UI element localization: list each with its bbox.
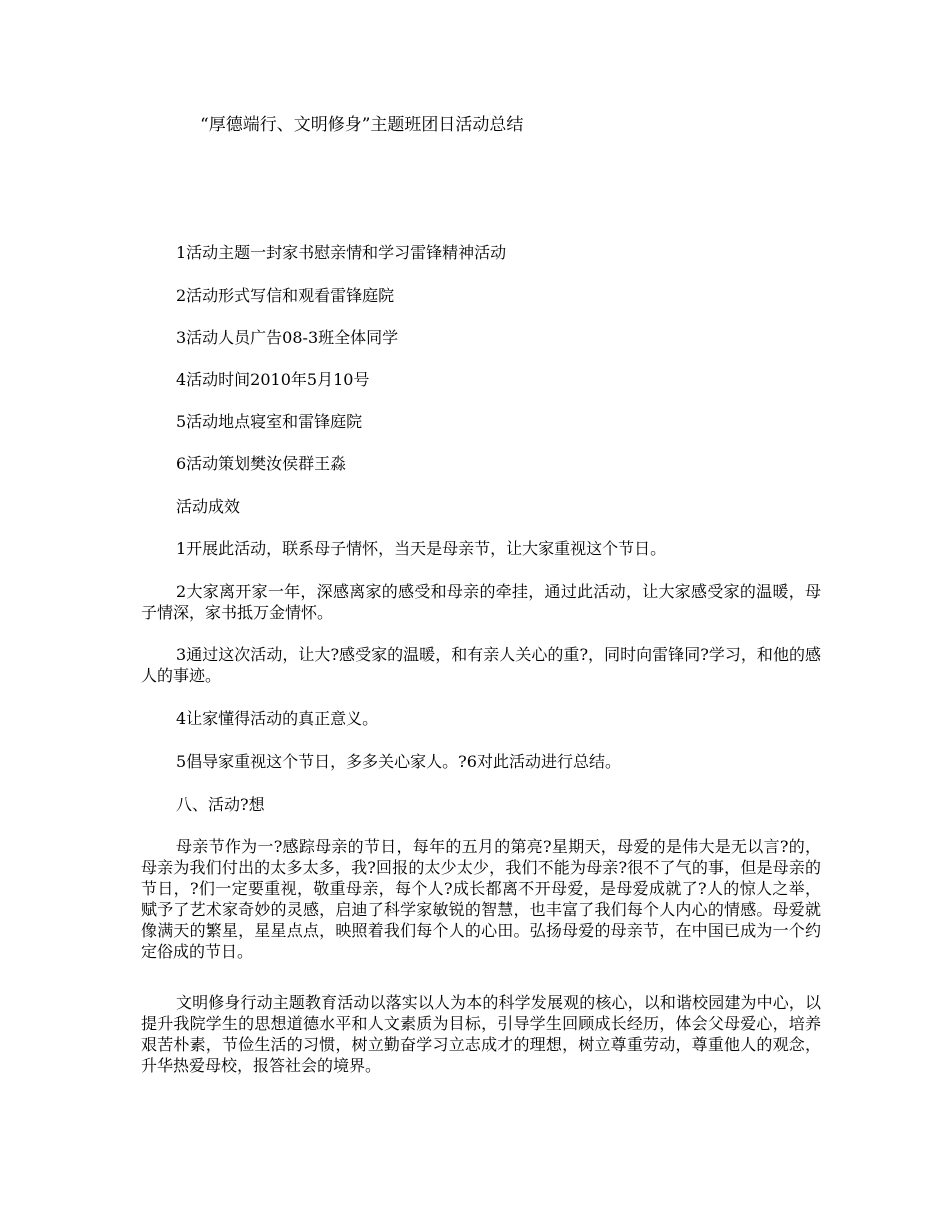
document-title: “厚德端行、文明修身”主题班团日活动总结 — [200, 115, 524, 135]
section-eight-heading: 八、活动?想 — [176, 795, 265, 814]
activity-results-heading: 活动成效 — [176, 497, 241, 516]
result-item-2: 2大家离开家一年，深感离家的感受和母亲的牵挂，通过此活动，让大家感受家的温暖，母子情深，家书抵万金情怀。 — [141, 582, 821, 622]
activity-planner-line: 6活动策划樊汝侯群王淼 — [176, 454, 347, 473]
activity-time-line: 4活动时间2010年5月10号 — [176, 370, 370, 389]
result-item-3: 3通过这次活动，让大?感受家的温暖，和有亲人关心的重?，同时向雷锋同?学习，和他的感人的事迹。 — [141, 645, 821, 685]
activity-form-line: 2活动形式写信和观看雷锋庭院 — [176, 286, 395, 305]
activity-members-line: 3活动人员广告08-3班全体同学 — [176, 328, 399, 347]
civilization-paragraph: 文明修身行动主题教育活动以落实以人为本的科学发展观的核心，以和谐校园建为中心，以提升我院学生的思想道德水平和人文素质为目标，引导学生回顾成长经历，体会父母爱心，培养艰苦朴素，节俭生活的习惯，树立勤奋学习立志成才的理想，树立尊重劳动，尊重他人的观念，升华热爱母校，报答社会的境界。 — [141, 993, 821, 1075]
result-item-1: 1开展此活动，联系母子情怀，当天是母亲节，让大家重视这个节日。 — [176, 539, 667, 558]
activity-theme-line: 1活动主题一封家书慰亲情和学习雷锋精神活动 — [176, 243, 507, 262]
result-item-4: 4让家懂得活动的真正意义。 — [176, 709, 379, 728]
activity-location-line: 5活动地点寝室和雷锋庭院 — [176, 412, 363, 431]
mothers-day-paragraph: 母亲节作为一?感踪母亲的节日，每年的五月的第亮?星期天，母爱的是伟大是无以言?的，母亲为我们付出的太多太多，我?回报的太少太少，我们不能为母亲?很不了气的事，但是母亲的节日，?们一定要重视，敬重母亲，每个人?成长都离不开母爱，是母爱成就了?人的惊人之举，赋予了艺术家奇妙的灵感，启迪了科学家敏锐的智慧，也丰富了我们每个人内心的情感。母爱就像满天的繁星，星星点点，映照着我们每个人的心田。弘扬母爱的母亲节，在中国已成为一个约定俗成的节日。 — [141, 837, 821, 961]
result-item-5: 5倡导家重视这个节日，多多关心家人。?6对此活动进行总结。 — [176, 752, 621, 771]
